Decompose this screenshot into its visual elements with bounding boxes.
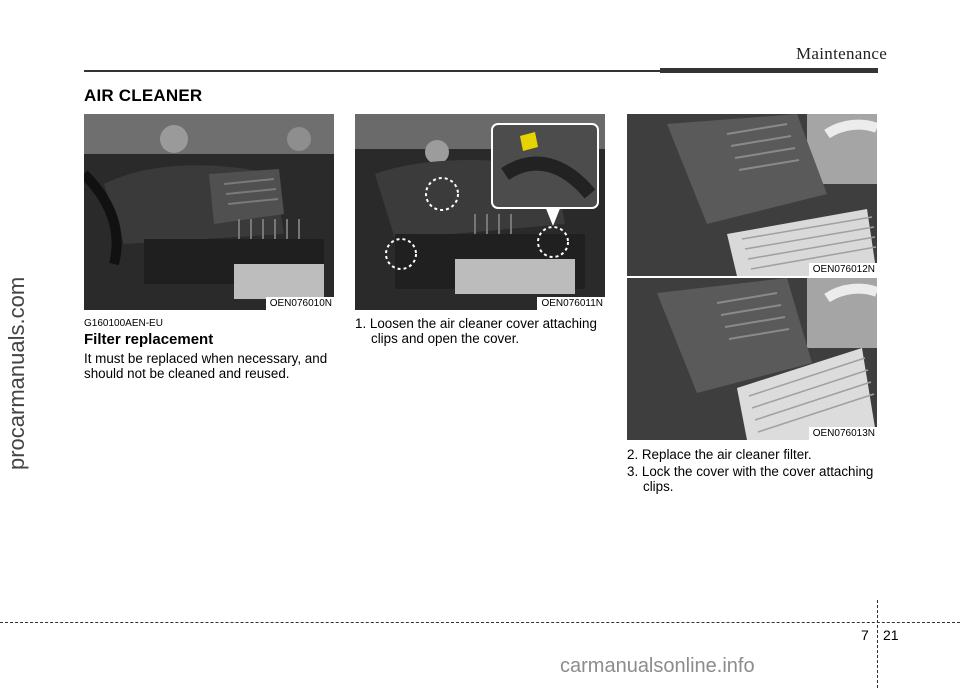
header-rule-thick bbox=[660, 68, 878, 73]
page-number: 21 bbox=[883, 627, 899, 643]
figure-caption: OEN076010N bbox=[266, 297, 334, 310]
figure-caption: OEN076013N bbox=[809, 427, 877, 440]
header-rule bbox=[84, 70, 662, 72]
section-subtitle: Filter replacement bbox=[84, 331, 214, 348]
step-3-line1: 3. Lock the cover with the cover attaching bbox=[627, 464, 874, 479]
engine-photo-2 bbox=[355, 114, 605, 310]
engine-photo-4 bbox=[627, 278, 877, 440]
section-header: Maintenance bbox=[796, 44, 888, 63]
footer-page-divider bbox=[877, 600, 878, 688]
watermark-left: procarmanuals.com bbox=[4, 276, 29, 470]
step-3 bbox=[627, 464, 887, 494]
engine-photo-3 bbox=[627, 114, 877, 276]
footer-divider bbox=[0, 622, 960, 623]
step-1 bbox=[355, 316, 615, 346]
step-2-line1: 2. Replace the air cleaner filter. bbox=[627, 447, 812, 462]
page-title: AIR CLEANER bbox=[84, 86, 203, 105]
figure-caption: OEN076012N bbox=[809, 263, 877, 276]
procedure-code: G160100AEN-EU bbox=[84, 318, 163, 329]
watermark-bottom: carmanualsonline.info bbox=[560, 655, 755, 677]
step-2 bbox=[627, 447, 887, 462]
body-paragraph: It must be replaced when necessary, and should not be cleaned and reused. bbox=[84, 351, 328, 381]
engine-photo-1 bbox=[84, 114, 334, 310]
step-3-line2: clips. bbox=[643, 479, 674, 494]
chapter-number: 7 bbox=[861, 627, 869, 643]
step-1-line1: 1. Loosen the air cleaner cover attaching bbox=[355, 316, 597, 331]
step-1-line2: clips and open the cover. bbox=[371, 331, 520, 346]
figure-caption: OEN076011N bbox=[537, 297, 605, 310]
